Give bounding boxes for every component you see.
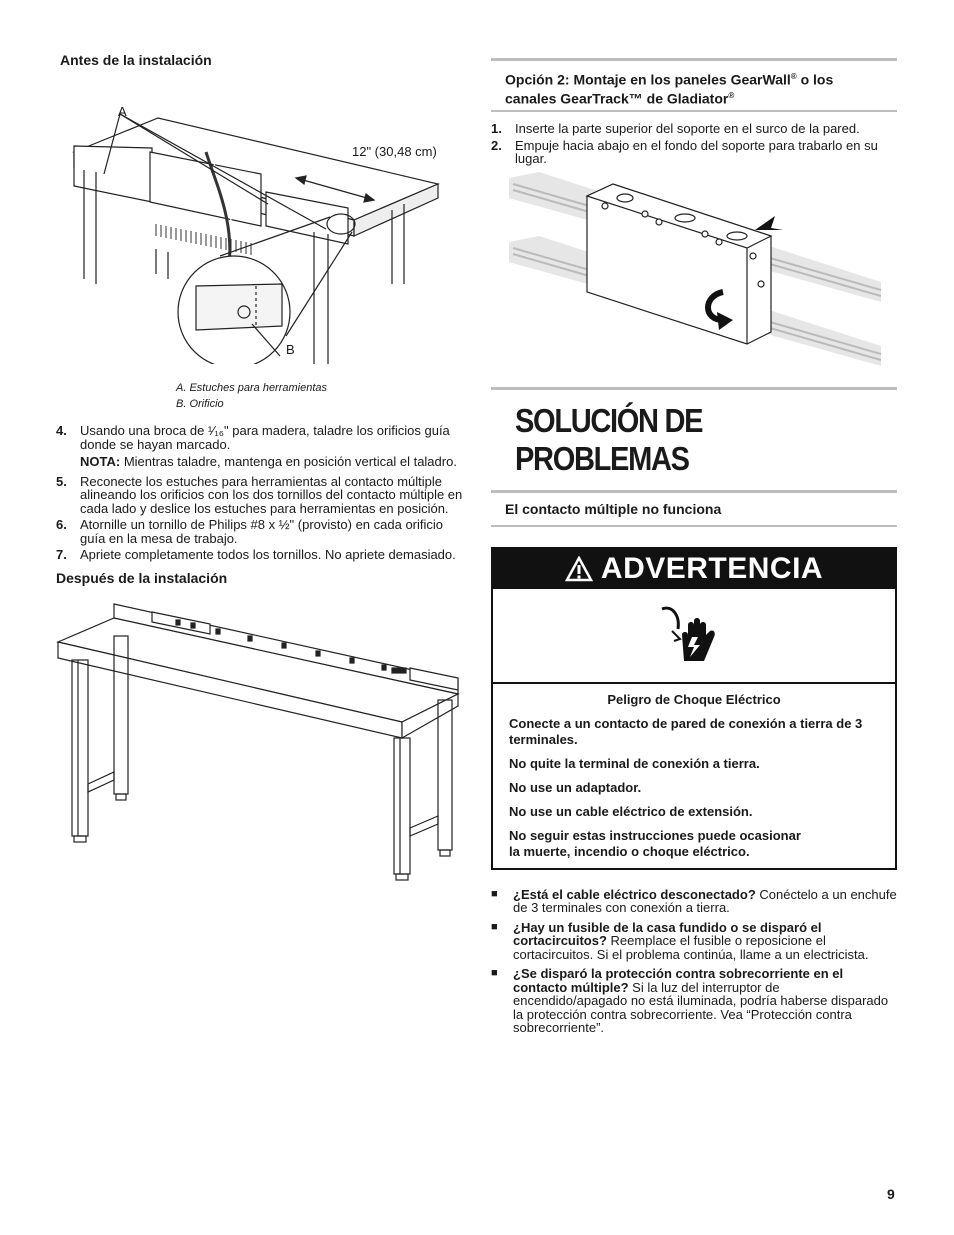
step-number: 5. <box>56 473 67 489</box>
figure-label-b: B <box>286 342 295 357</box>
step-number: 1. <box>491 121 502 137</box>
warning-line: No use un cable eléctrico de extensión. <box>509 803 753 819</box>
electric-shock-hand-icon <box>654 595 734 675</box>
warning-title: ADVERTENCIA <box>600 551 824 585</box>
question-text: ¿Se disparó la protección contra sobrecorriente en el contacto múltiple? <box>513 966 844 995</box>
list-item-text <box>513 967 897 1035</box>
warning-line: No use un adaptador. <box>509 779 642 795</box>
list-item-text <box>513 921 897 962</box>
registered-mark: ® <box>728 90 735 100</box>
right-column <box>491 58 897 1041</box>
figure-dimension-label: 12" (30,48 cm) <box>352 144 437 159</box>
note-text: Mientras taladre, mantenga en posición vertical el taladro. <box>120 454 457 469</box>
mounting-steps <box>491 122 897 166</box>
list-item <box>491 967 897 1035</box>
subsection-divider <box>491 525 897 527</box>
heading-divider <box>491 110 897 112</box>
caption-b: B. Orificio <box>176 398 224 410</box>
warning-line: Conecte a un contacto de pared de conexión a tierra de 3 terminales. <box>509 715 863 747</box>
step-number: 6. <box>56 517 67 532</box>
note-label: NOTA: <box>80 454 121 469</box>
list-item <box>491 921 897 962</box>
question-text: ¿Hay un fusible de la casa fundido o se disparó el cortacircuitos? <box>513 919 822 949</box>
drill-note <box>80 455 464 469</box>
step-text: Usando una broca de ¹⁄₁₆" para madera, taladre los orificios guía donde se hayan marcado. <box>80 423 450 452</box>
bullet-square-icon: ■ <box>491 920 498 933</box>
top-divider <box>491 58 897 61</box>
troubleshooting-list <box>491 888 897 1035</box>
step-item <box>491 122 897 136</box>
question-text: ¿Está el cable eléctrico desconectado? <box>513 886 756 902</box>
workbench-complete-illustration <box>56 596 464 886</box>
step-item <box>56 475 464 516</box>
warning-icon-row <box>493 589 895 684</box>
figure-workbench-install <box>56 74 464 364</box>
bullet-square-icon: ■ <box>491 967 498 980</box>
warning-triangle-icon <box>565 556 593 582</box>
figure-captions <box>176 380 464 412</box>
answer-text: Conéctelo a un enchufe de 3 terminales con conexión a tierra. <box>513 886 897 916</box>
warning-body <box>493 684 895 868</box>
left-column <box>56 52 464 891</box>
step-text: Reconecte los estuches para herramientas al contacto múltiple alineando los orificios con los dos tornillos del contacto múltiple en cada lado y deslice los estuches para herramientas en posición. <box>80 473 463 516</box>
answer-text: Si la luz del interruptor de encendido/apagado no está iluminada, podría haberse disparado la protección contra sobrecorriente. Vea “Protección contra sobrecorriente”. <box>513 979 889 1036</box>
step-item <box>56 548 464 562</box>
warning-consequence <box>509 828 879 860</box>
warning-consequence-line-2: la muerte, incendio o choque eléctrico. <box>509 843 750 859</box>
step-number: 7. <box>56 547 67 562</box>
after-installation-heading: Después de la instalación <box>56 569 228 586</box>
registered-mark: ® <box>790 72 797 81</box>
warning-line: No quite la terminal de conexión a tierra. <box>509 755 760 771</box>
install-steps <box>56 424 464 562</box>
option-heading-text-3: canales GearTrack™ de Gladiator <box>505 90 729 107</box>
step-text: Inserte la parte superior del soporte en el surco de la pared. <box>515 121 860 137</box>
caption-a: A. Estuches para herramientas <box>176 382 328 394</box>
step-number: 4. <box>56 423 67 438</box>
warning-header <box>493 549 895 589</box>
section-divider-bottom <box>491 490 897 493</box>
step-item <box>491 139 897 166</box>
figure-workbench-complete <box>56 596 464 891</box>
step-item <box>56 424 464 451</box>
list-item <box>491 888 897 915</box>
step-text: Empuje hacia abajo en el fondo del soporte para trabarlo en su lugar. <box>515 137 878 167</box>
section-divider-top <box>491 387 897 390</box>
option-heading-text-1: Opción 2: Montaje en los paneles GearWall <box>505 71 791 88</box>
bullet-square-icon: ■ <box>491 887 498 900</box>
hazard-title: Peligro de Choque Eléctrico <box>607 691 781 707</box>
figure-geartrack-mounting <box>509 172 897 373</box>
warning-box <box>491 547 897 870</box>
figure-label-a: A <box>118 104 127 119</box>
before-installation-heading: Antes de la instalación <box>60 52 212 68</box>
answer-text: Reemplace el fusible o reposicione el cortacircuitos. Si el problema continúa, llame a un electricista. <box>513 933 869 962</box>
option-heading-text-2: o los <box>796 71 834 88</box>
subsection-heading: El contacto múltiple no funciona <box>505 500 722 517</box>
option-2-heading <box>505 69 897 106</box>
geartrack-mount-illustration <box>509 172 881 368</box>
troubleshooting-title: SOLUCIÓN DE PROBLEMAS <box>515 401 703 477</box>
page-number: 9 <box>887 1186 895 1202</box>
step-number: 2. <box>491 137 502 153</box>
step-item <box>56 518 464 545</box>
warning-consequence-line-1: No seguir estas instrucciones puede ocasionar <box>509 827 801 843</box>
step-text: Atornille un tornillo de Philips #8 x ½" (provisto) en cada orificio guía en la mesa de trabajo. <box>80 517 444 546</box>
step-text: Apriete completamente todos los tornillos. No apriete demasiado. <box>80 547 456 562</box>
list-item-text <box>513 888 897 915</box>
